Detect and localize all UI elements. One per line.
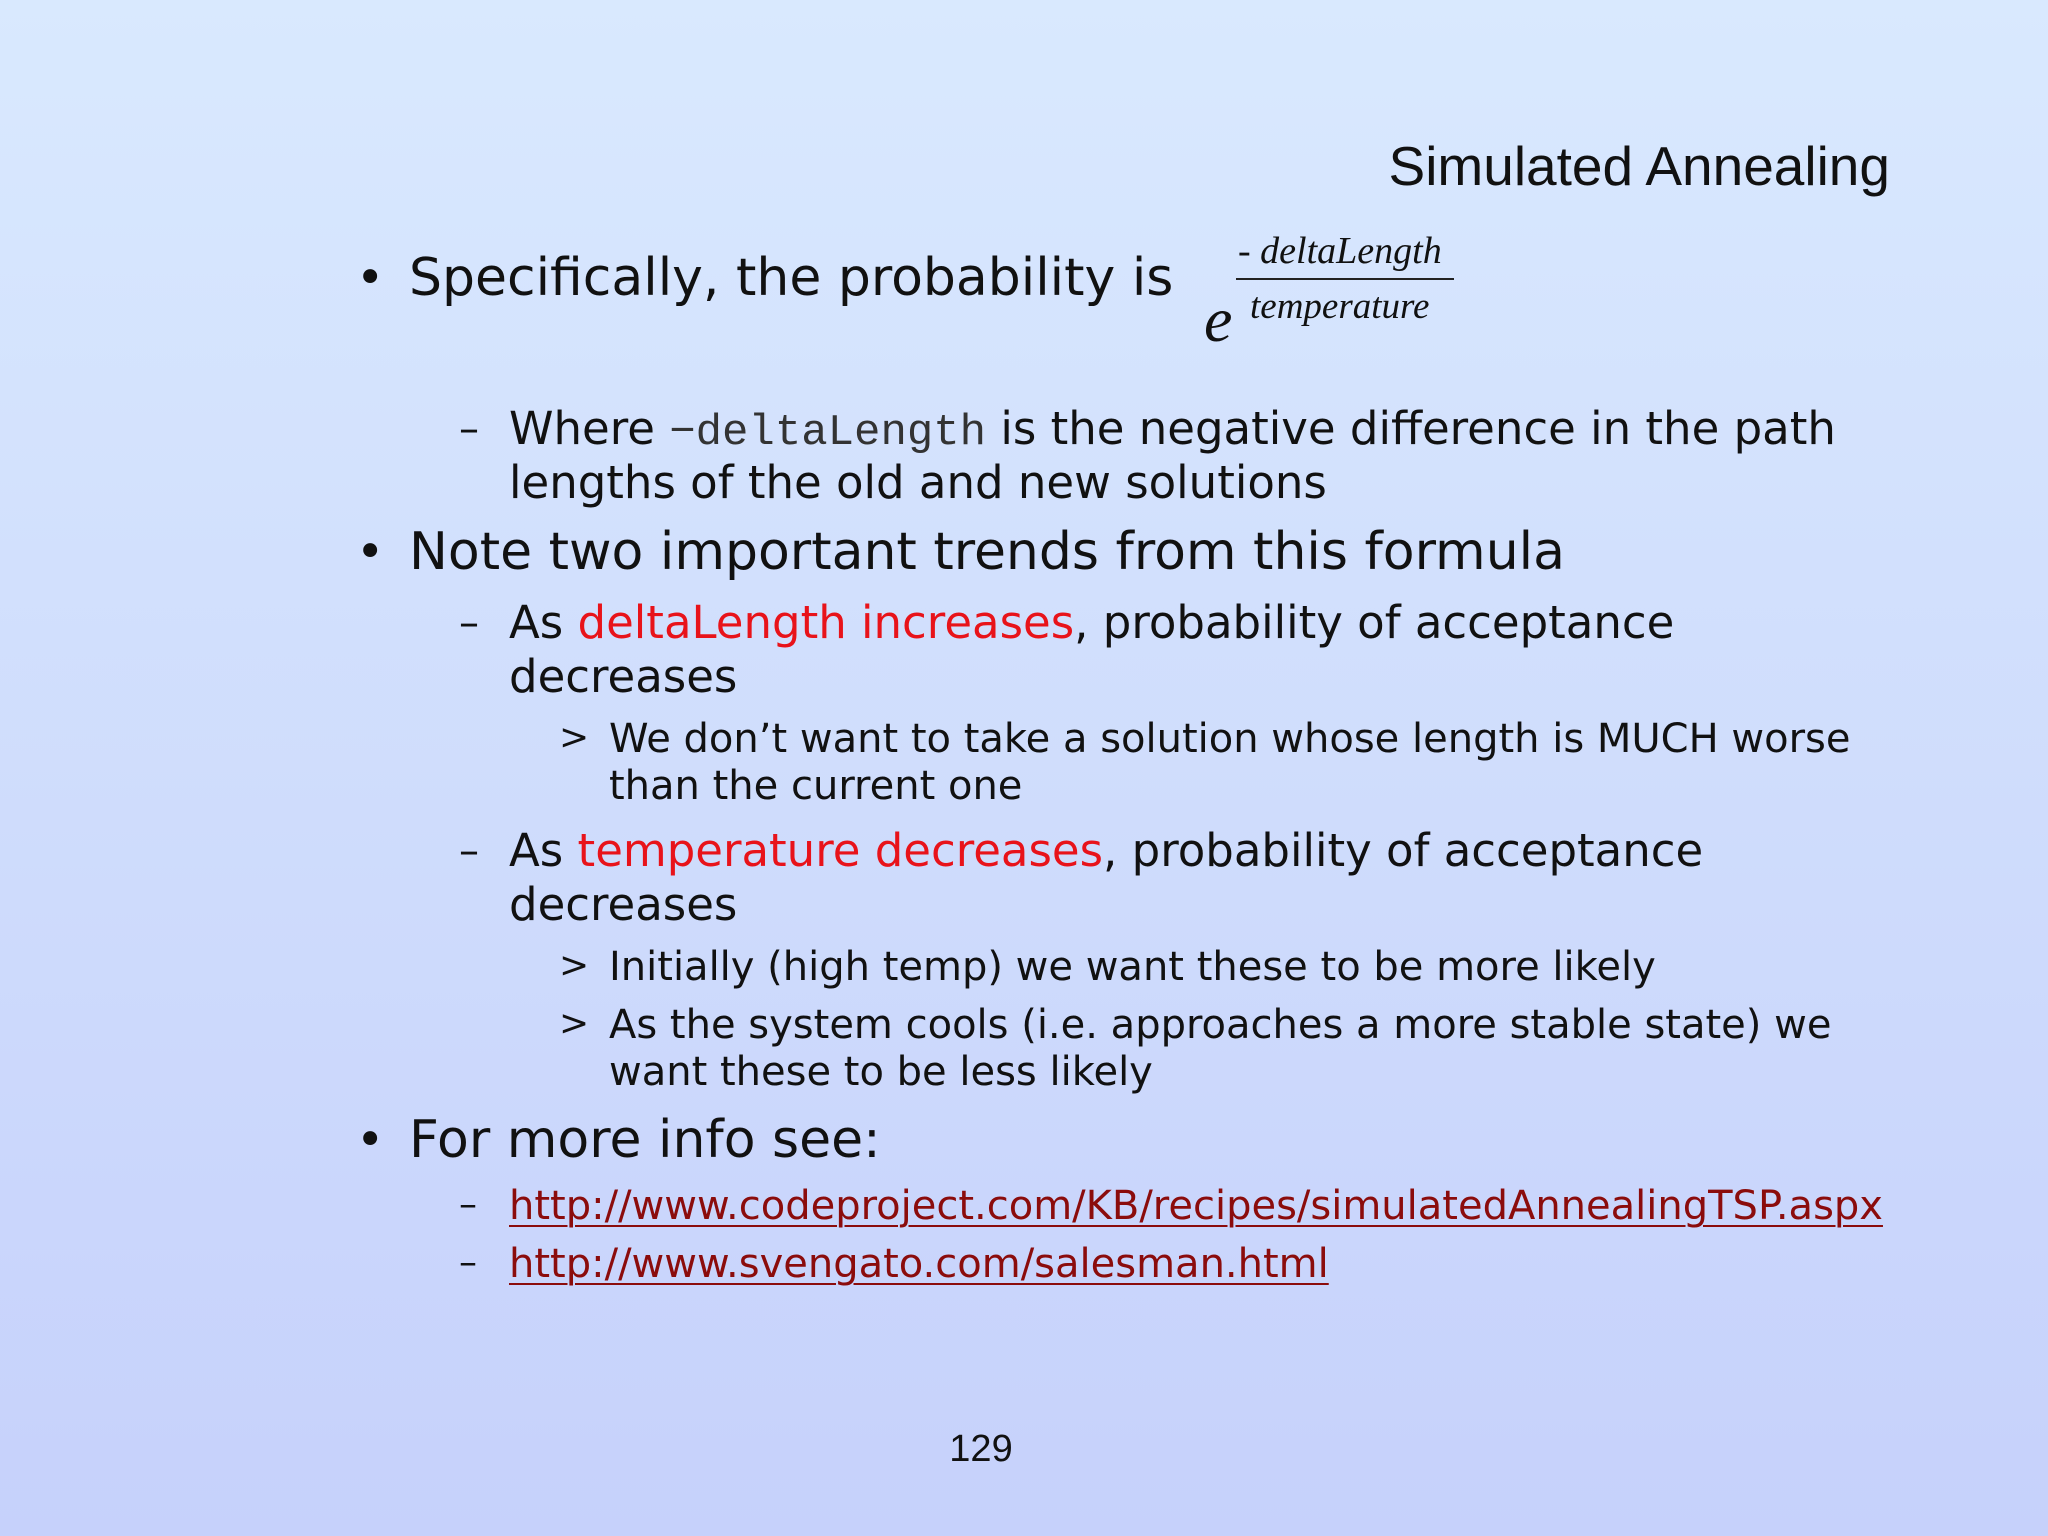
sub-bullet-marker: –	[459, 1242, 477, 1283]
sub-sub-bullet-system-cools	[559, 1002, 1832, 1049]
link-item-svengato	[459, 1241, 1329, 1288]
sub-bullet-where	[459, 402, 1836, 460]
sub-bullet-text-post: is the negative difference in the path	[986, 402, 1836, 455]
link-svengato[interactable]: http://www.svengato.com/salesman.html	[509, 1241, 1329, 1287]
sub-sub-bullet-text: As the system cools (i.e. approaches a more stable state) we	[609, 1002, 1832, 1048]
formula-fraction-bar	[1236, 278, 1454, 280]
formula-base: e	[1204, 284, 1233, 355]
sub-sub-bullet-marker: >	[559, 717, 590, 758]
formula-minus-sign: -	[1238, 230, 1251, 272]
sub-bullet-text-pre: As	[509, 824, 578, 877]
sub-sub-bullet-system-cools-line2	[609, 1049, 1153, 1096]
sub-bullet-text-pre: As	[509, 596, 578, 649]
sub-bullet-text-post: , probability of acceptance	[1074, 596, 1675, 649]
bullet-marker: •	[356, 524, 385, 580]
formula-denominator: temperature	[1250, 286, 1430, 327]
sub-bullet-marker: –	[459, 828, 479, 874]
bullet-text: For more info see:	[409, 1110, 881, 1170]
bullet-text: Specifically, the probability is	[409, 248, 1174, 308]
sub-sub-bullet-marker: >	[559, 1003, 590, 1044]
sub-bullet-marker: –	[459, 406, 479, 452]
link-item-codeproject	[459, 1183, 1883, 1230]
sub-sub-bullet-marker: >	[559, 945, 590, 986]
bullet-marker: •	[356, 250, 385, 306]
sub-bullet-temperature	[459, 824, 1704, 878]
sub-bullet-marker: –	[459, 600, 479, 646]
bullet-probability	[356, 248, 1174, 308]
sub-sub-bullet-text: Initially (high temp) we want these to be more likely	[609, 944, 1656, 990]
code-delta-length: −deltaLength	[669, 408, 987, 458]
formula-numerator-text: deltaLength	[1260, 230, 1442, 272]
sub-bullet-text-line2: decreases	[509, 650, 738, 703]
sub-bullet-temperature-line2	[509, 878, 737, 932]
link-codeproject[interactable]: http://www.codeproject.com/KB/recipes/simulatedAnnealingTSP.aspx	[509, 1183, 1883, 1229]
probability-formula	[1198, 226, 1468, 366]
sub-bullet-where-line2	[509, 456, 1327, 510]
bullet-more-info	[356, 1110, 881, 1170]
bullet-two-trends	[356, 522, 1565, 582]
sub-sub-bullet-much-worse-line2	[609, 763, 1022, 810]
sub-bullet-delta-length	[459, 596, 1675, 650]
sub-bullet-text-line2: decreases	[509, 878, 738, 931]
highlight-delta-length-increases: deltaLength increases	[577, 596, 1075, 649]
page-number: 129	[949, 1428, 1013, 1470]
bullet-marker: •	[356, 1112, 385, 1168]
sub-sub-bullet-text-line2: than the current one	[609, 763, 1023, 809]
sub-sub-bullet-much-worse	[559, 716, 1851, 763]
bullet-text: Note two important trends from this formula	[409, 522, 1565, 582]
sub-sub-bullet-initially	[559, 944, 1656, 991]
formula-numerator	[1238, 230, 1442, 272]
highlight-temperature-decreases: temperature decreases	[577, 824, 1104, 877]
sub-bullet-text-post: , probability of acceptance	[1103, 824, 1704, 877]
sub-bullet-marker: –	[459, 1184, 477, 1225]
sub-sub-bullet-text-line2: want these to be less likely	[609, 1049, 1153, 1095]
sub-bullet-delta-length-line2	[509, 650, 737, 704]
sub-bullet-text-pre: Where	[509, 402, 670, 455]
sub-sub-bullet-text: We don’t want to take a solution whose length is MUCH worse	[609, 716, 1851, 762]
sub-bullet-text-line2: lengths of the old and new solutions	[509, 456, 1327, 509]
slide-title: Simulated Annealing	[1388, 135, 1890, 197]
